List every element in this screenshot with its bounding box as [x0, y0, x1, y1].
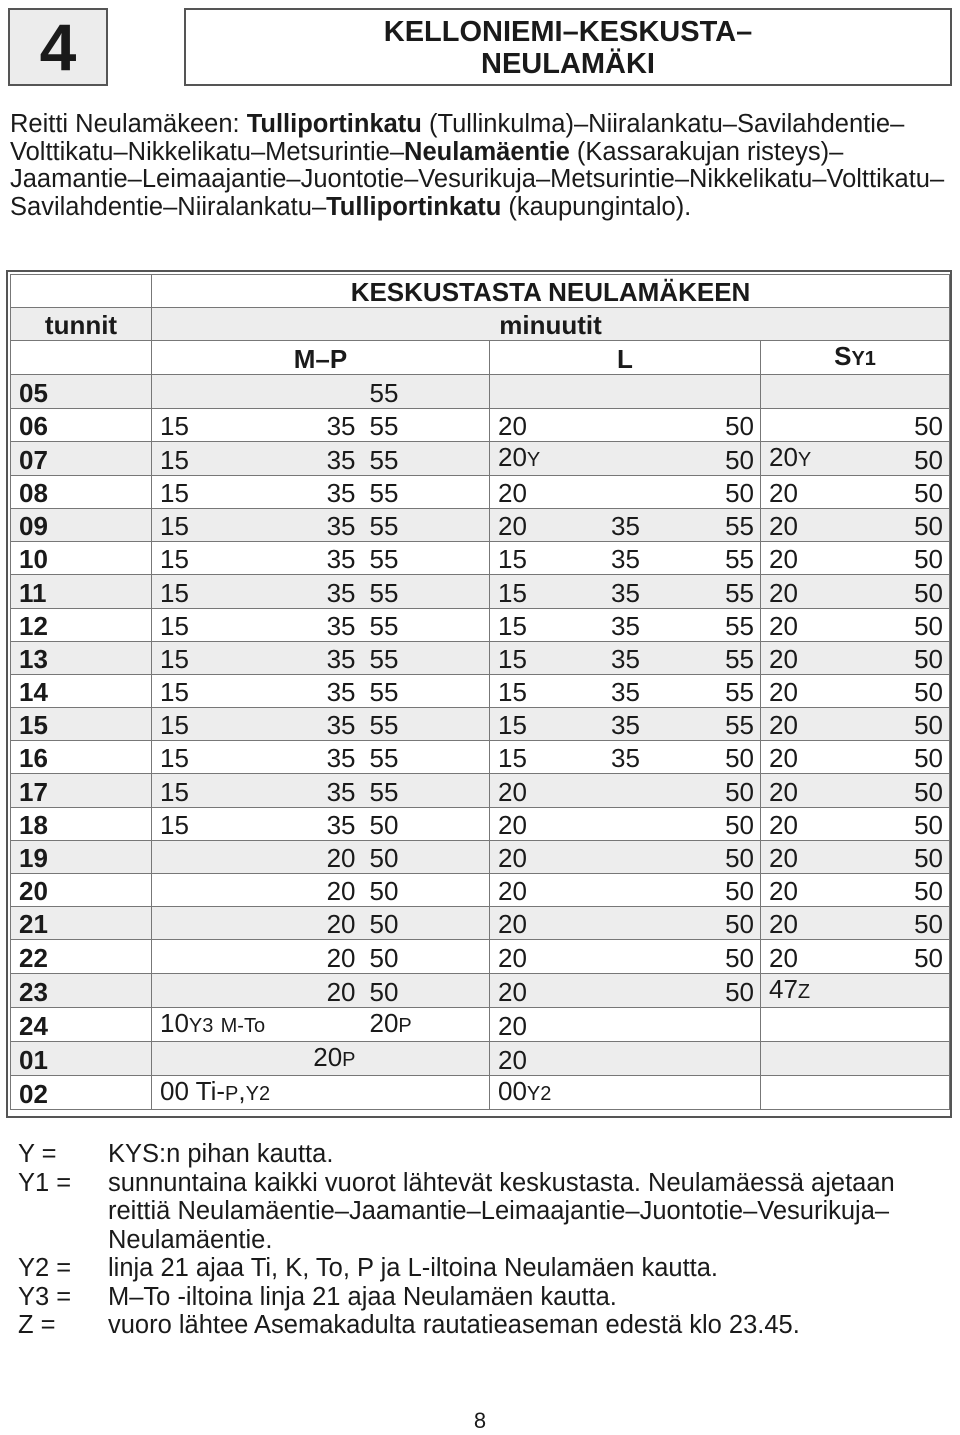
minute-cell-l: 20 [490, 973, 581, 1007]
minute-cell-s: 20 [761, 708, 852, 741]
route-description [10, 111, 950, 221]
hour-cell: 01 [11, 1041, 152, 1075]
timetable-row [11, 408, 950, 441]
minute-cell-l: 50 [671, 840, 761, 873]
minute-cell-l: 55 [671, 542, 761, 575]
minute-cell-l: 50 [671, 940, 761, 973]
minute-cell-l [671, 375, 761, 408]
minute-cell-mp: 55 [362, 741, 490, 774]
minute-cell-s: 20 [761, 774, 852, 807]
minute-cell-mp: 15 [152, 575, 236, 608]
route-number-box [8, 8, 108, 86]
minute-cell-l: 35 [581, 508, 671, 541]
minute-cell-s: 50 [852, 408, 950, 441]
minute-cell-mp: 00 Ti-P,Y2 [152, 1075, 490, 1109]
minute-cell-mp: 35 [236, 641, 362, 674]
minute-cell-mp: 20 [236, 940, 362, 973]
minute-cell-s [852, 1041, 950, 1075]
minutes-label: minuutit [152, 308, 950, 341]
minute-cell-mp: 20 [236, 840, 362, 873]
minute-cell-mp: 55 [362, 475, 490, 508]
minute-cell-mp: 15 [152, 542, 236, 575]
route-street-bold: Tulliportinkatu [246, 110, 422, 138]
timetable-row [11, 475, 950, 508]
hour-cell: 09 [11, 508, 152, 541]
minute-cell-l: 35 [581, 708, 671, 741]
minute-cell-l: 35 [581, 674, 671, 707]
minute-cell-s: 20 [761, 840, 852, 873]
minute-cell-mp: 35 [236, 441, 362, 475]
minute-cell-s: 50 [852, 641, 950, 674]
minute-cell-l: 50 [671, 807, 761, 840]
footnote-key: Y2 = [18, 1254, 72, 1282]
minute-cell-s: 50 [852, 708, 950, 741]
minute-cell-l [581, 940, 671, 973]
minute-cell-l [581, 475, 671, 508]
timetable-row [11, 708, 950, 741]
minute-cell-s: 20Y [761, 441, 852, 475]
minute-cell-mp: 20 [236, 874, 362, 907]
minute-cell-mp: 55 [362, 508, 490, 541]
minute-cell-l: 50 [671, 907, 761, 940]
minute-cell-l: 20 [490, 1041, 581, 1075]
minute-cell-l: 20 [490, 874, 581, 907]
minute-cell-mp: 15 [152, 408, 236, 441]
minute-cell-s [761, 1007, 852, 1041]
minute-cell-mp: 50 [362, 973, 490, 1007]
minute-cell-mp: 15 [152, 441, 236, 475]
minute-cell-l: 35 [581, 542, 671, 575]
minute-cell-l [581, 840, 671, 873]
hour-cell: 18 [11, 807, 152, 840]
minute-cell-s: 20 [761, 475, 852, 508]
minute-cell-l: 50 [671, 408, 761, 441]
minute-cell-l: 15 [490, 641, 581, 674]
minute-cell-mp: 15 [152, 741, 236, 774]
timetable-row [11, 441, 950, 475]
hour-cell: 07 [11, 441, 152, 475]
footnote [18, 1169, 938, 1255]
minute-cell-mp: 50 [362, 874, 490, 907]
minute-cell-mp: 15 [152, 774, 236, 807]
route-street-bold: Neulamäentie [404, 137, 570, 166]
minute-cell-s: 50 [852, 874, 950, 907]
minute-cell-s [852, 375, 950, 408]
footnote-text: M–To -iltoina linja 21 ajaa Neulamäen kautta. [108, 1282, 617, 1311]
minute-cell-mp: 35 [236, 408, 362, 441]
minute-cell-mp: 15 [152, 674, 236, 707]
hour-cell: 14 [11, 674, 152, 707]
minute-cell-s: 50 [852, 542, 950, 575]
timetable-row [11, 1041, 950, 1075]
minute-cell-mp: 55 [362, 674, 490, 707]
minute-cell-mp: 15 [152, 807, 236, 840]
minute-cell-l: 15 [490, 741, 581, 774]
group-mp: M–P [152, 341, 490, 375]
footnote [18, 1311, 938, 1340]
minute-cell-mp: 55 [362, 641, 490, 674]
route-text: Reitti Neulamäkeen: [10, 110, 247, 138]
minute-cell-l [581, 907, 671, 940]
route-number: 4 [39, 10, 77, 84]
footnote-key: Z = [18, 1311, 56, 1339]
hour-cell: 10 [11, 542, 152, 575]
group-s-label: S [834, 341, 852, 372]
route-title-line-2: NEULAMÄKI [481, 48, 655, 80]
minute-cell-l [581, 441, 671, 475]
hour-cell: 02 [11, 1075, 152, 1109]
minute-cell-s: 20 [761, 874, 852, 907]
minute-cell-mp: 15 [152, 708, 236, 741]
hour-cell: 06 [11, 408, 152, 441]
timetable-row [11, 375, 950, 408]
minute-cell-s: 20 [761, 940, 852, 973]
minute-cell-s: 50 [852, 940, 950, 973]
minute-cell-l [671, 1041, 761, 1075]
minute-cell-mp: 15 [152, 508, 236, 541]
hour-cell: 21 [11, 907, 152, 940]
page-number: 8 [473, 1408, 487, 1433]
route-text: (Kassarakujan risteys)–Jaamantie–Leimaajantie–Juontotie–Vesurikuja–Metsurintie–Nikkelikatu–Volttikatu–Savilahdentie–Niiralankatu– [10, 137, 945, 221]
timetable-row [11, 874, 950, 907]
minute-cell-s [852, 1075, 950, 1109]
timetable-row [11, 741, 950, 774]
minute-cell-l [581, 1041, 671, 1075]
minute-cell-l: 50 [671, 475, 761, 508]
minute-cell-s: 50 [852, 475, 950, 508]
hour-cell: 24 [11, 1007, 152, 1041]
minute-cell-mp: 55 [362, 608, 490, 641]
minute-cell-mp: 50 [362, 807, 490, 840]
hour-cell: 17 [11, 774, 152, 807]
minute-cell-l [581, 408, 671, 441]
minute-cell-l: 50 [671, 741, 761, 774]
minute-cell-l: 55 [671, 575, 761, 608]
footnote [18, 1140, 938, 1169]
minute-cell-s: 20 [761, 542, 852, 575]
minute-cell-mp: 55 [362, 708, 490, 741]
minute-cell-s: 20 [761, 674, 852, 707]
footnote-text: linja 21 ajaa Ti, K, To, P ja L-iltoina Neulamäen kautta. [108, 1254, 719, 1282]
hours-label: tunnit [11, 308, 152, 341]
minute-cell-mp: 35 [236, 807, 362, 840]
minute-cell-mp [152, 375, 236, 408]
minute-cell-s: 50 [852, 674, 950, 707]
minute-cell-s: 50 [852, 741, 950, 774]
minute-cell-mp [152, 973, 236, 1007]
minute-cell-l: 55 [671, 674, 761, 707]
minute-cell-l: 15 [490, 674, 581, 707]
minute-cell-l: 20 [490, 840, 581, 873]
minute-cell-l: 15 [490, 575, 581, 608]
minute-cell-s [761, 375, 852, 408]
minute-cell-l: 20 [490, 774, 581, 807]
timetable-row [11, 674, 950, 707]
timetable [6, 270, 952, 1118]
group-corner-cell [11, 341, 152, 375]
minute-cell-s [761, 1075, 852, 1109]
minute-cell-l [671, 1075, 761, 1109]
minute-cell-mp: 35 [236, 575, 362, 608]
hour-cell: 15 [11, 708, 152, 741]
minute-cell-l: 20 [490, 475, 581, 508]
timetable-row [11, 575, 950, 608]
timetable-row [11, 774, 950, 807]
minute-cell-s [852, 973, 950, 1007]
minute-cell-mp: 35 [236, 508, 362, 541]
hour-cell: 16 [11, 741, 152, 774]
timetable-row [11, 940, 950, 973]
minute-cell-mp: 20P [362, 1007, 490, 1041]
minute-cell-s: 20 [761, 608, 852, 641]
minute-cell-s: 20 [761, 741, 852, 774]
hour-cell: 12 [11, 608, 152, 641]
minute-cell-s [852, 1007, 950, 1041]
minute-cell-mp: 20P [236, 1041, 362, 1075]
minute-cell-l [671, 1007, 761, 1041]
minute-cell-mp: 35 [236, 674, 362, 707]
minute-cell-mp [362, 1041, 490, 1075]
minute-cell-l [581, 973, 671, 1007]
minute-cell-s [761, 1041, 852, 1075]
minute-cell-mp: 55 [362, 774, 490, 807]
minute-cell-mp: 50 [362, 907, 490, 940]
minute-cell-mp: 35 [236, 475, 362, 508]
minute-cell-mp: 35 [236, 708, 362, 741]
minute-cell-l: 20 [490, 508, 581, 541]
group-s-sup: Y1 [851, 348, 876, 371]
minute-cell-mp: 55 [362, 441, 490, 475]
table-title: KESKUSTASTA NEULAMÄKEEN [152, 275, 950, 308]
minute-cell-l [490, 375, 581, 408]
minute-cell-mp: 55 [362, 575, 490, 608]
minute-cell-l: 50 [671, 874, 761, 907]
route-text: (Tullinkulma)–Niiralankatu–Savilahdentie–Volttikatu–Nikkelikatu–Metsurintie– [10, 110, 905, 166]
minute-cell-mp: 15 [152, 475, 236, 508]
minute-cell-mp: 15 [152, 641, 236, 674]
minute-cell-s: 50 [852, 608, 950, 641]
timetable-row [11, 973, 950, 1007]
minute-cell-s [761, 408, 852, 441]
minute-cell-mp [236, 375, 362, 408]
minute-cell-l: 15 [490, 542, 581, 575]
footnote-key: Y1 = [18, 1168, 72, 1197]
minute-cell-s: 50 [852, 840, 950, 873]
minute-cell-s: 50 [852, 575, 950, 608]
minute-cell-l: 35 [581, 641, 671, 674]
timetable-row [11, 840, 950, 873]
minute-cell-mp: 55 [362, 408, 490, 441]
minute-cell-s: 50 [852, 907, 950, 940]
minute-cell-mp [152, 940, 236, 973]
minute-cell-l: 55 [671, 508, 761, 541]
footnote-key: Y = [18, 1140, 57, 1168]
minute-cell-l: 20 [490, 807, 581, 840]
minute-cell-l [581, 807, 671, 840]
route-title-box [184, 8, 952, 86]
minute-cell-s: 50 [852, 774, 950, 807]
minute-cell-s: 20 [761, 641, 852, 674]
minute-cell-l: 20 [490, 1007, 581, 1041]
minute-cell-l: 35 [581, 741, 671, 774]
minute-cell-l: 55 [671, 608, 761, 641]
minute-cell-mp [152, 1041, 236, 1075]
minute-cell-mp: 20 [236, 907, 362, 940]
minute-cell-l: 35 [581, 575, 671, 608]
minute-cell-s: 47Z [761, 973, 852, 1007]
minute-cell-s: 20 [761, 907, 852, 940]
minute-cell-s: 20 [761, 575, 852, 608]
minute-cell-l: 15 [490, 708, 581, 741]
minute-cell-mp [152, 874, 236, 907]
hour-cell: 08 [11, 475, 152, 508]
hour-cell: 22 [11, 940, 152, 973]
minute-cell-mp: 35 [236, 608, 362, 641]
minute-cell-mp: 35 [236, 774, 362, 807]
minute-cell-s: 50 [852, 441, 950, 475]
footnote-text: KYS:n pihan kautta. [108, 1140, 334, 1168]
footnote-key: Y3 = [18, 1282, 72, 1311]
minute-cell-l: 50 [671, 973, 761, 1007]
minute-cell-l [581, 774, 671, 807]
minute-cell-s: 50 [852, 807, 950, 840]
timetable-row [11, 542, 950, 575]
hour-cell: 19 [11, 840, 152, 873]
minute-cell-mp: 50 [362, 840, 490, 873]
minute-cell-mp: 55 [362, 375, 490, 408]
hour-cell: 11 [11, 575, 152, 608]
footnote-text: vuoro lähtee Asemakadulta rautatieaseman edestä klo 23.45. [108, 1311, 800, 1339]
minute-cell-l: 15 [490, 608, 581, 641]
minute-cell-mp: 15 [152, 608, 236, 641]
minute-cell-s: 20 [761, 807, 852, 840]
minute-cell-mp: 50 [362, 940, 490, 973]
minute-cell-mp: 20 [236, 973, 362, 1007]
hour-cell: 23 [11, 973, 152, 1007]
footnote [18, 1254, 938, 1283]
minute-cell-l [581, 1075, 671, 1109]
minute-cell-l: 20 [490, 408, 581, 441]
minute-cell-l: 20Y [490, 441, 581, 475]
minute-cell-l: 20 [490, 907, 581, 940]
minute-cell-mp: 35 [236, 741, 362, 774]
timetable-row [11, 608, 950, 641]
minute-cell-s: 50 [852, 508, 950, 541]
minute-cell-l [581, 874, 671, 907]
minute-cell-l: 55 [671, 708, 761, 741]
corner-cell [11, 275, 152, 308]
minute-cell-mp: 55 [362, 542, 490, 575]
timetable-row [11, 1007, 950, 1041]
minute-cell-l [581, 1007, 671, 1041]
route-title-line-1: KELLONIEMI–KESKUSTA– [383, 16, 753, 48]
timetable-row [11, 807, 950, 840]
route-street-bold: Tulliportinkatu [326, 192, 502, 221]
footnote [18, 1283, 938, 1312]
timetable-row [11, 1075, 950, 1109]
route-text: (kaupungintalo). [501, 192, 692, 221]
minute-cell-l: 50 [671, 774, 761, 807]
group-s [761, 341, 950, 375]
minute-cell-mp: 35 [236, 542, 362, 575]
footnote-text: sunnuntaina kaikki vuorot lähtevät keskustasta. Neulamäessä ajetaan reittiä Neulamäentie–Jaamantie–Leimaajantie–Juontotie–Vesurikuja–Neulamäentie. [108, 1168, 895, 1254]
timetable-row [11, 641, 950, 674]
minute-cell-l: 35 [581, 608, 671, 641]
footnotes [18, 1140, 938, 1340]
timetable-table [10, 274, 950, 1110]
minute-cell-s: 20 [761, 508, 852, 541]
hour-cell: 13 [11, 641, 152, 674]
minute-cell-l [581, 375, 671, 408]
timetable-row [11, 508, 950, 541]
timetable-row [11, 907, 950, 940]
minute-cell-mp: 10Y3 M-To [152, 1007, 362, 1041]
hour-cell: 20 [11, 874, 152, 907]
minute-cell-mp [152, 907, 236, 940]
minute-cell-l: 20 [490, 940, 581, 973]
minute-cell-l: 00Y2 [490, 1075, 581, 1109]
minute-cell-l: 50 [671, 441, 761, 475]
minute-cell-l: 55 [671, 641, 761, 674]
minute-cell-mp [152, 840, 236, 873]
group-l: L [490, 341, 761, 375]
hour-cell: 05 [11, 375, 152, 408]
